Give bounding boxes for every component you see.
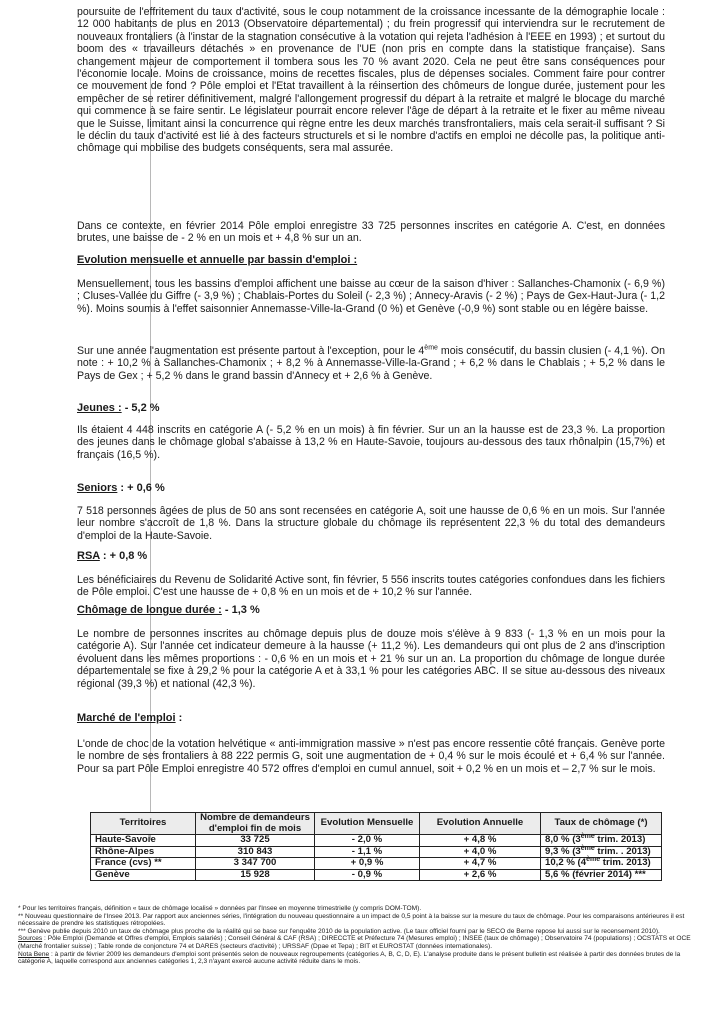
context-paragraph: Dans ce contexte, en février 2014 Pôle emploi enregistre 33 725 personnes inscrites en catégorie A. C'est, en données brutes, une baisse de - 2 % en un mois et + 4,8 % sur un an. xyxy=(77,220,665,245)
cell-taux: 10,2 % (4ème trim. 2013) xyxy=(541,858,662,870)
header-mensuelle: Evolution Mensuelle xyxy=(315,813,420,835)
cell-annuelle: + 2,6 % xyxy=(420,869,541,881)
cell-mensuelle: - 2,0 % xyxy=(315,835,420,847)
cell-taux: 9,3 % (3ème trim. . 2013) xyxy=(541,846,662,858)
jeunes-heading: Jeunes : - 5,2 % xyxy=(77,402,160,414)
seniors-paragraph: 7 518 personnes âgées de plus de 50 ans sont recensées en catégorie A, soit une hausse de 0,6 % en un mois. Sur l'année leur nombre s'accroît de 1,8 %. Dans la structure globale du chômage ils représentent 22,3 % du total des demandeurs d'emploi de la Haute-Savoie. xyxy=(77,505,665,542)
header-annuelle: Evolution Annuelle xyxy=(420,813,541,835)
cell-territoire: France (cvs) ** xyxy=(91,858,196,870)
cell-mensuelle: - 1,1 % xyxy=(315,846,420,858)
footnote-nota-bene: Nota Bene : à partir de février 2009 les demandeurs d'emploi sont présentés selon de nouveaux regroupements (catégories A, B, C, D, E). L'analyse produite dans le présent bulletin est réalisée à partir des données brutes de la catégorie A, laquelle correspond aux anciennes catégories 1, 2,3 n'ayant exercé aucune activité réduite dans le mois. xyxy=(18,950,681,966)
evolution-monthly-paragraph: Mensuellement, tous les bassins d'emploi affichent une baisse au cœur de la saison d'hiver : Sallanches-Chamonix (- 6,9 %) ; Cluses-Vallée du Giffre (- 3,9 %) ; Chablais-Portes du Soleil (- 2,3 %) ; Annecy-Aravis (- 2 %) ; Pays de Gex-Haut-Jura (- 1,2 %). Moins soumis à l'effet saisonnier Annemasse-Ville-la-Grand (0 %) et Genève (-0,9 %) sont stable ou en légère baisse. xyxy=(77,278,665,315)
table-row xyxy=(91,858,662,870)
cell-annuelle: + 4,7 % xyxy=(420,858,541,870)
intro-paragraph: poursuite de l'effritement du taux d'activité, sous le coup notamment de la croissance incessante de la démographie locale : 12 000 habitants de plus en 2013 (Observatoire départemental) ; du frein progressif qui interviendra sur le recrutement de nouveaux frontaliers (à l'instar de la stagnation consécutive à la votation qui rejeta l'adhésion à l'EEE en 1993) ; et surtout du boom des « travailleurs détachés » en provenance de l'UE (non pris en compte dans la statistique française). Sans changement majeur de comportement il tombera sous les 70 % avant 2020. Cela ne peut être sans conséquences pour l'économie locale. Moins de croissance, moins de recettes fiscales, plus de dépenses sociales. Comment faire pour contrer ce mouvement de fond ? Pôle emploi et l'Etat travaillent à la réinsertion des chômeurs de longue durée, justement pour les empêcher de se retirer définitivement, malgré l'allongement progressif du départ à la retraite et malgré le blocage du marché qui commence à se faire sentir. Le législateur pourrait encore relever l'âge de départ à la retraite et le fixer au même niveau que le Suisse, limitant ainsi la concurrence qui règne entre les deux marchés transfrontaliers, mais cela serait-il suffisant ? Si le déclin du taux d'activité est lié à des facteurs structurels et si le nombre d'actifs en emploi ne décolle pas, la politique anti-chômage qui mobilise des budgets conséquents, sera mal assurée. xyxy=(77,6,665,155)
marche-heading: Marché de l'emploi : xyxy=(77,712,183,724)
cell-nombre: 3 347 700 xyxy=(196,858,315,870)
cell-taux: 5,6 % (février 2014) *** xyxy=(541,869,662,881)
header-taux: Taux de chômage (*) xyxy=(541,813,662,835)
cell-nombre: 310 843 xyxy=(196,846,315,858)
table-row xyxy=(91,846,662,858)
footnote-2: ** Nouveau questionnaire de l'Insee 2013. Par rapport aux anciennes séries, l'intégration du nouveau questionnaire a un impact de 0,5 point à la baisse sur la mesure du taux de chômage. Pour les comparaisons antérieures il est nécessaire de prendre les statistiques rétropolées. xyxy=(18,912,685,928)
cell-territoire: Rhône-Alpes xyxy=(91,846,196,858)
evolution-heading: Evolution mensuelle et annuelle par bassin d'emploi : xyxy=(77,254,358,266)
footnotes xyxy=(18,905,700,966)
cell-territoire: Genève xyxy=(91,869,196,881)
cell-annuelle: + 4,0 % xyxy=(420,846,541,858)
header-territoires: Territoires xyxy=(91,813,196,835)
jeunes-paragraph: Ils étaient 4 448 inscrits en catégorie A (- 5,2 % en un mois) à fin février. Sur un an la hausse est de 23,3 %. La proportion des jeunes dans le chômage global s'abaisse à 13,2 % en Haute-Savoie, toujours au-dessous des taux rhônalpin (15,7%) et français (16,5 %). xyxy=(77,424,665,461)
seniors-heading: Seniors : + 0,6 % xyxy=(77,482,165,494)
longue-duree-heading: Chômage de longue durée : - 1,3 % xyxy=(77,604,260,616)
evolution-annual-paragraph: Sur une année l'augmentation est présente partout à l'exception, pour le 4ème mois consécutif, du bassin clusien (- 4,1 %). On note : + 10,2 % à Sallanches-Chamonix ; + 8,2 % à Annemasse-Ville-la-Grand ; + 6,2 % dans le Chablais ; + 5,2 % dans le Pays de Gex ; + 5,2 % dans le grand bassin d'Annecy et + 2,6 % à Genève. xyxy=(77,344,666,382)
cell-mensuelle: + 0,9 % xyxy=(315,858,420,870)
table-header-row xyxy=(91,813,662,835)
cell-annuelle: + 4,8 % xyxy=(420,835,541,847)
cell-nombre: 33 725 xyxy=(196,835,315,847)
footnote-sources: Sources : Pôle Emploi (Demande et Offres d'emploi, Emplois salariés) ; Conseil Général & CAF (RSA) ; DIRECCTE et Préfecture 74 (Mesures emploi) ; INSEE (taux de chômage) ; Observatoire 74 (populations) ; OCSTATS et OCE (Marché frontalier suisse) ; Table ronde de conjoncture 74 et DARES (secteurs d'activité) ; URSSAF (Dpae et Tepa) ; BIT et EUROSTAT (données internationales). xyxy=(18,935,691,950)
longue-duree-paragraph: Le nombre de personnes inscrites au chômage depuis plus de douze mois s'élève à 9 833 (- 1,3 % en un mois pour la catégorie A). Sur l'année cet indicateur demeure à la hausse (+ 11,2 %). Les demandeurs qui ont plus de 2 ans d'inscription évoluent dans les mêmes proportions : - 0,6 % en un mois et + 21 % sur un an. La proportion du chômage de longue durée départementale se fixe à 29,2 % pour la catégorie A et à 33,1 % pour les catégories ABC. Il se situe au-dessous des niveaux régional (39,3 %) et national (42,3 %). xyxy=(77,628,665,690)
cell-mensuelle: - 0,9 % xyxy=(315,869,420,881)
rsa-paragraph: Les bénéficiaires du Revenu de Solidarité Active sont, fin février, 5 556 inscrits toutes catégories confondues dans les fichiers de Pôle emploi. C'est une hausse de + 0,8 % en un mois et de + 10,2 % sur l'année. xyxy=(77,574,665,599)
cell-taux: 8,0 % (3ème trim. 2013) xyxy=(541,835,662,847)
footnote-1: * Pour les territoires français, définition « taux de chômage localisé » données par l'Insee en moyenne trimestrielle (y compris DOM-TOM). xyxy=(18,905,422,912)
table-row xyxy=(91,869,662,881)
cell-nombre: 15 928 xyxy=(196,869,315,881)
table-row xyxy=(91,835,662,847)
cell-territoire: Haute-Savoie xyxy=(91,835,196,847)
header-nombre: Nombre de demandeurs d'emploi fin de mois xyxy=(196,813,315,835)
chomage-table xyxy=(90,812,662,881)
footnote-3: *** Genève publie depuis 2010 un taux de chômage plus proche de la réalité qui se base sur l'enquête 2010 de la population active. (Le taux officiel fourni par le SECO de Berne repose lui aussi sur le recensement 2010). xyxy=(18,927,660,935)
marche-paragraph: L'onde de choc de la votation helvétique « anti-immigration massive » n'est pas encore ressentie côté français. Genève porte le nombre de ses frontaliers à 88 222 permis G, soit une augmentation de + 0,4 % sur le mois écoulé et + 6,4 % sur l'année. Pour sa part Pôle Emploi enregistre 40 572 offres d'emploi en cumul annuel, soit + 0,2 % en un mois et – 2,7 % sur le mois. xyxy=(77,738,665,775)
rsa-heading: RSA : + 0,8 % xyxy=(77,550,148,562)
